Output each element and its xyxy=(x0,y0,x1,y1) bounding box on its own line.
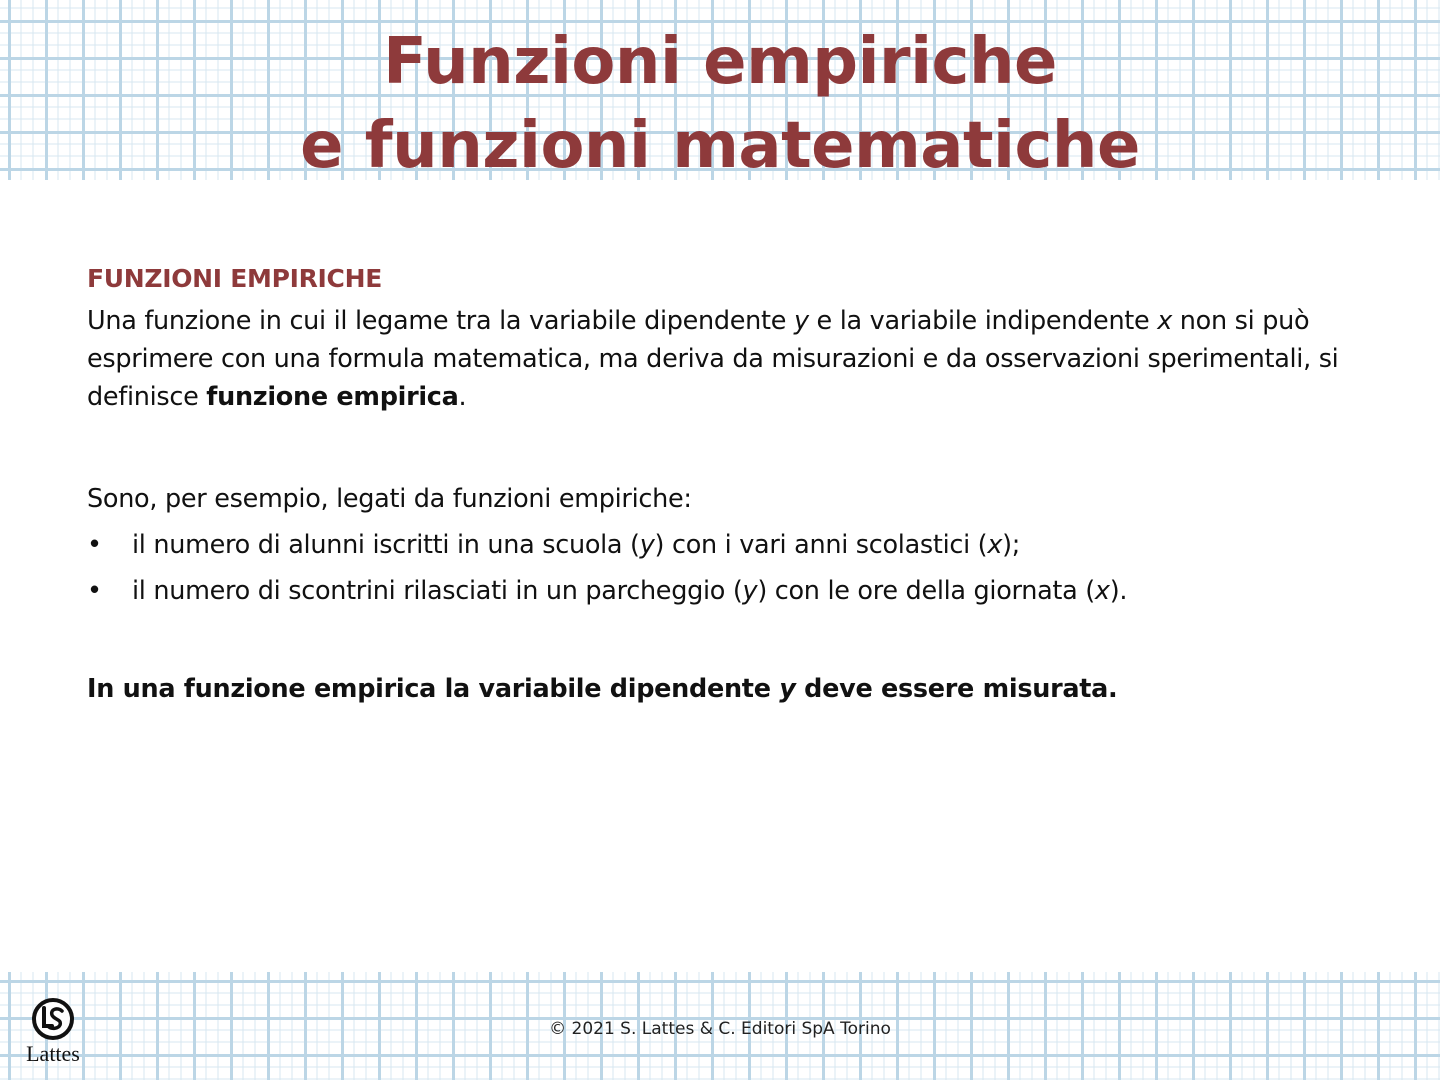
definition-text-3: non si può esprimere con una formula matematica, ma deriva da misurazioni e da osservazioni sperimentali, si definisce xyxy=(87,306,1339,412)
slide-title xyxy=(0,20,1440,188)
definition-end: . xyxy=(458,382,467,412)
examples-list xyxy=(87,526,1367,610)
bullet-icon: • xyxy=(87,530,102,560)
examples-intro: Sono, per esempio, legati da funzioni empiriche: xyxy=(87,484,692,514)
list-item-text: ) con le ore della giornata ( xyxy=(757,576,1095,606)
list-item-text: ) con i vari anni scolastici ( xyxy=(654,530,988,560)
list-item-text: il numero di alunni iscritti in una scuola ( xyxy=(132,530,640,560)
variable-x: x xyxy=(987,530,1003,560)
slide-content xyxy=(87,262,1367,708)
bullet-icon: • xyxy=(87,576,102,606)
variable-x: x xyxy=(1157,306,1172,336)
conclusion-text-2: deve essere misurata. xyxy=(795,674,1118,704)
definition-text-1: Una funzione in cui il legame tra la variabile dipendente xyxy=(87,306,794,336)
slide-title-line-2: e funzioni matematiche xyxy=(300,109,1140,183)
list-item-text: ). xyxy=(1109,576,1128,606)
variable-y: y xyxy=(742,576,758,606)
list-item xyxy=(87,526,1367,564)
copyright-notice: © 2021 S. Lattes & C. Editori SpA Torino xyxy=(549,1019,891,1039)
variable-x: x xyxy=(1094,576,1110,606)
logo-text: Lattes xyxy=(26,1041,80,1066)
definition-text-2: e la variabile indipendente xyxy=(808,306,1158,336)
variable-y: y xyxy=(639,530,655,560)
defined-term: funzione empirica xyxy=(206,382,459,412)
list-item xyxy=(87,572,1367,610)
variable-y: y xyxy=(793,306,809,336)
slide-title-line-1: Funzioni empiriche xyxy=(383,25,1057,99)
conclusion-text-1: In una funzione empirica la variabile dipendente xyxy=(87,674,780,704)
conclusion-statement xyxy=(87,670,1367,708)
section-heading: FUNZIONI EMPIRICHE xyxy=(87,264,382,293)
list-item-text: ); xyxy=(1002,530,1021,560)
list-item-text: il numero di scontrini rilasciati in un parcheggio ( xyxy=(132,576,743,606)
variable-y: y xyxy=(779,674,796,704)
definition-paragraph xyxy=(87,302,1367,416)
